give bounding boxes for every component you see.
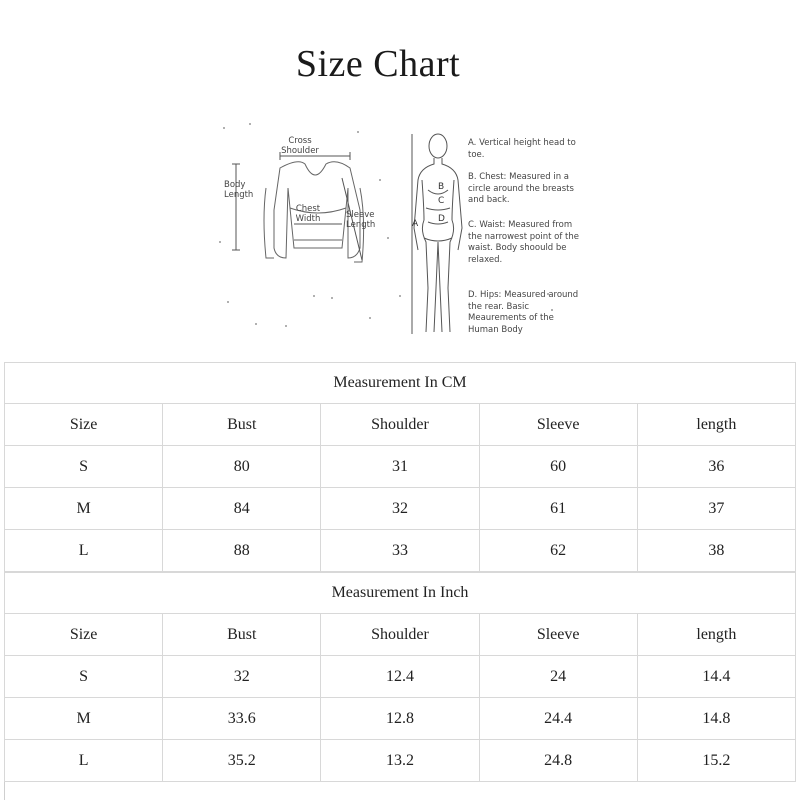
table-cell: L	[5, 740, 163, 782]
note-b	[468, 172, 586, 207]
table-row	[5, 488, 796, 530]
table-cell: M	[5, 488, 163, 530]
column-header: Sleeve	[479, 404, 637, 446]
note-d	[468, 290, 586, 336]
table-cell: 24.8	[479, 740, 637, 782]
table-cell: 24.4	[479, 698, 637, 740]
table-cell: S	[5, 656, 163, 698]
figure-letter-d: D	[438, 214, 445, 224]
table-caption: Measurement In CM	[5, 363, 796, 404]
body-length-label: Body Length	[224, 180, 254, 200]
table-cell: 84	[163, 488, 321, 530]
table-cell: 60	[479, 446, 637, 488]
note-a-text: A. Vertical height head to toe.	[468, 138, 576, 160]
table-cell: 24	[479, 656, 637, 698]
table-cell: 37	[637, 488, 795, 530]
note-a	[468, 138, 586, 161]
column-header: Size	[5, 404, 163, 446]
figure-letter-b: B	[438, 182, 445, 192]
table-row	[5, 446, 796, 488]
cm-size-table	[4, 362, 796, 572]
table-cell: 14.4	[637, 656, 795, 698]
table-cell: 33	[321, 530, 479, 572]
note-d-text: D. Hips: Measured around the rear. Basic Meaurements of the Human Body	[468, 290, 579, 335]
column-header: length	[637, 404, 795, 446]
column-header: Shoulder	[321, 614, 479, 656]
table-header-row	[5, 404, 796, 446]
table-cell: 12.8	[321, 698, 479, 740]
sleeve-length-label: Sleeve Length	[346, 210, 376, 230]
cross-shoulder-label: Cross Shoulder	[281, 136, 319, 156]
chest-width-label: Chest Width	[295, 204, 321, 224]
table-caption-row	[5, 363, 796, 404]
column-header: Bust	[163, 614, 321, 656]
column-header: length	[637, 614, 795, 656]
column-header: Bust	[163, 404, 321, 446]
table-cell: 32	[163, 656, 321, 698]
table-cell: L	[5, 530, 163, 572]
table-cell: 62	[479, 530, 637, 572]
table-cell: 32	[321, 488, 479, 530]
table-cell: S	[5, 446, 163, 488]
inch-size-table	[4, 572, 796, 782]
figure-letter-c: C	[438, 196, 445, 206]
table-cell: 33.6	[163, 698, 321, 740]
table-row	[5, 740, 796, 782]
table-cell: 35.2	[163, 740, 321, 782]
table-cell: 15.2	[637, 740, 795, 782]
table-caption-row	[5, 573, 796, 614]
table-cell: M	[5, 698, 163, 740]
measurement-diagram	[210, 118, 590, 344]
page-title: Size Chart	[295, 43, 461, 85]
table-cell: 12.4	[321, 656, 479, 698]
table-cell: 38	[637, 530, 795, 572]
table-cell: 61	[479, 488, 637, 530]
table-row	[5, 698, 796, 740]
table-cell: 31	[321, 446, 479, 488]
column-header: Sleeve	[479, 614, 637, 656]
table-cell: 14.8	[637, 698, 795, 740]
table-cell: 80	[163, 446, 321, 488]
column-header: Shoulder	[321, 404, 479, 446]
table-row	[5, 530, 796, 572]
table-cell: 13.2	[321, 740, 479, 782]
column-header: Size	[5, 614, 163, 656]
table-row	[5, 656, 796, 698]
figure-letter-a: A	[412, 219, 419, 229]
table-cell: 36	[637, 446, 795, 488]
note-c-text: C. Waist: Measured from the narrowest point of the waist. Body shoould be relaxed.	[468, 220, 579, 265]
note-b-text: B. Chest: Measured in a circle around the breasts and back.	[468, 172, 574, 205]
table-header-row	[5, 614, 796, 656]
table-cell: 88	[163, 530, 321, 572]
table-caption: Measurement In Inch	[5, 573, 796, 614]
note-c	[468, 220, 586, 266]
